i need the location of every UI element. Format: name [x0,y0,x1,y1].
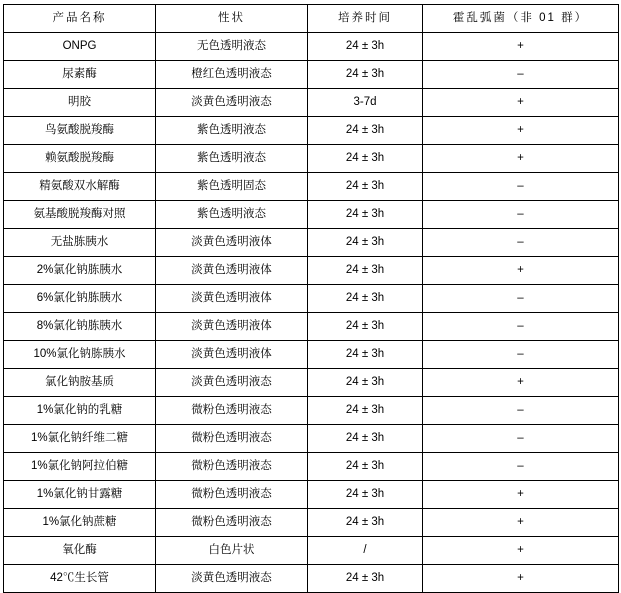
cell-product-name: ONPG [4,33,156,61]
cell-product-name: 8%氯化钠胨胰水 [4,313,156,341]
table-row [4,565,619,593]
cell-culture-time: 24 ± 3h [308,117,423,145]
cell-result: + [423,33,619,61]
cell-product-name: 1%氯化钠阿拉伯糖 [4,453,156,481]
cell-culture-time: 24 ± 3h [308,397,423,425]
table-row [4,33,619,61]
cell-product-name: 1%氯化钠纤维二糖 [4,425,156,453]
cell-product-name: 1%氯化钠甘露糖 [4,481,156,509]
table-header [4,5,619,33]
cell-culture-time: 24 ± 3h [308,285,423,313]
cell-product-name: 10%氯化钠胨胰水 [4,341,156,369]
cell-culture-time: 24 ± 3h [308,341,423,369]
cell-result: – [423,425,619,453]
column-header-culture-time: 培养时间 [308,5,423,33]
table-row [4,257,619,285]
cell-result: – [423,341,619,369]
cell-trait: 淡黄色透明液态 [156,369,308,397]
cell-product-name: 氧化酶 [4,537,156,565]
table-row [4,481,619,509]
cell-trait: 淡黄色透明液体 [156,313,308,341]
cell-result: + [423,145,619,173]
cell-product-name: 尿素酶 [4,61,156,89]
table-row [4,313,619,341]
table-row [4,285,619,313]
cell-product-name: 氨基酸脱羧酶对照 [4,201,156,229]
cell-product-name: 无盐胨胰水 [4,229,156,257]
cell-result: – [423,453,619,481]
product-characteristics-table [3,4,619,593]
cell-trait: 紫色透明液态 [156,201,308,229]
cell-result: + [423,117,619,145]
cell-product-name: 6%氯化钠胨胰水 [4,285,156,313]
cell-result: + [423,509,619,537]
cell-product-name: 赖氨酸脱羧酶 [4,145,156,173]
cell-result: + [423,537,619,565]
cell-culture-time: 24 ± 3h [308,173,423,201]
cell-culture-time: 24 ± 3h [308,453,423,481]
cell-culture-time: 24 ± 3h [308,229,423,257]
cell-trait: 淡黄色透明液体 [156,285,308,313]
cell-result: + [423,481,619,509]
table-row [4,229,619,257]
cell-result: + [423,257,619,285]
cell-result: + [423,369,619,397]
cell-result: – [423,173,619,201]
cell-trait: 微粉色透明液态 [156,509,308,537]
cell-trait: 淡黄色透明液态 [156,89,308,117]
cell-result: – [423,285,619,313]
cell-product-name: 42℃生长管 [4,565,156,593]
cell-result: + [423,565,619,593]
table-row [4,509,619,537]
cell-culture-time: 24 ± 3h [308,369,423,397]
cell-culture-time: 24 ± 3h [308,257,423,285]
cell-trait: 微粉色透明液态 [156,425,308,453]
cell-trait: 橙红色透明液态 [156,61,308,89]
cell-product-name: 2%氯化钠胨胰水 [4,257,156,285]
cell-culture-time: 24 ± 3h [308,509,423,537]
cell-trait: 无色透明液态 [156,33,308,61]
table-row [4,201,619,229]
cell-trait: 微粉色透明液态 [156,397,308,425]
table-row [4,537,619,565]
cell-trait: 淡黄色透明液体 [156,229,308,257]
cell-trait: 微粉色透明液态 [156,453,308,481]
cell-product-name: 1%氯化钠的乳糖 [4,397,156,425]
table-header-row [4,5,619,33]
cell-result: – [423,201,619,229]
cell-result: – [423,397,619,425]
column-header-trait: 性状 [156,5,308,33]
table-row [4,453,619,481]
cell-trait: 淡黄色透明液体 [156,341,308,369]
table-row [4,173,619,201]
cell-product-name: 精氨酸双水解酶 [4,173,156,201]
table-body [4,33,619,593]
cell-culture-time: 24 ± 3h [308,201,423,229]
column-header-product-name: 产品名称 [4,5,156,33]
cell-result: + [423,89,619,117]
column-header-vibrio-cholerae: 霍乱弧菌（非 01 群） [423,5,619,33]
cell-culture-time: 24 ± 3h [308,313,423,341]
cell-culture-time: 24 ± 3h [308,481,423,509]
cell-result: – [423,313,619,341]
cell-trait: 淡黄色透明液态 [156,565,308,593]
cell-culture-time: 24 ± 3h [308,145,423,173]
cell-trait: 淡黄色透明液体 [156,257,308,285]
cell-culture-time: 24 ± 3h [308,425,423,453]
cell-product-name: 氯化钠胺基质 [4,369,156,397]
cell-trait: 紫色透明液态 [156,145,308,173]
cell-culture-time: 24 ± 3h [308,565,423,593]
cell-trait: 微粉色透明液态 [156,481,308,509]
table-row [4,89,619,117]
table-row [4,145,619,173]
cell-product-name: 1%氯化钠蔗糖 [4,509,156,537]
cell-result: – [423,229,619,257]
table-row [4,61,619,89]
cell-trait: 紫色透明固态 [156,173,308,201]
cell-product-name: 明胶 [4,89,156,117]
cell-result: – [423,61,619,89]
cell-culture-time: 3-7d [308,89,423,117]
cell-culture-time: 24 ± 3h [308,61,423,89]
cell-culture-time: 24 ± 3h [308,33,423,61]
cell-trait: 紫色透明液态 [156,117,308,145]
table-row [4,369,619,397]
cell-product-name: 鸟氨酸脱羧酶 [4,117,156,145]
cell-trait: 白色片状 [156,537,308,565]
table-row [4,397,619,425]
cell-culture-time: / [308,537,423,565]
table-row [4,341,619,369]
table-row [4,425,619,453]
table-row [4,117,619,145]
